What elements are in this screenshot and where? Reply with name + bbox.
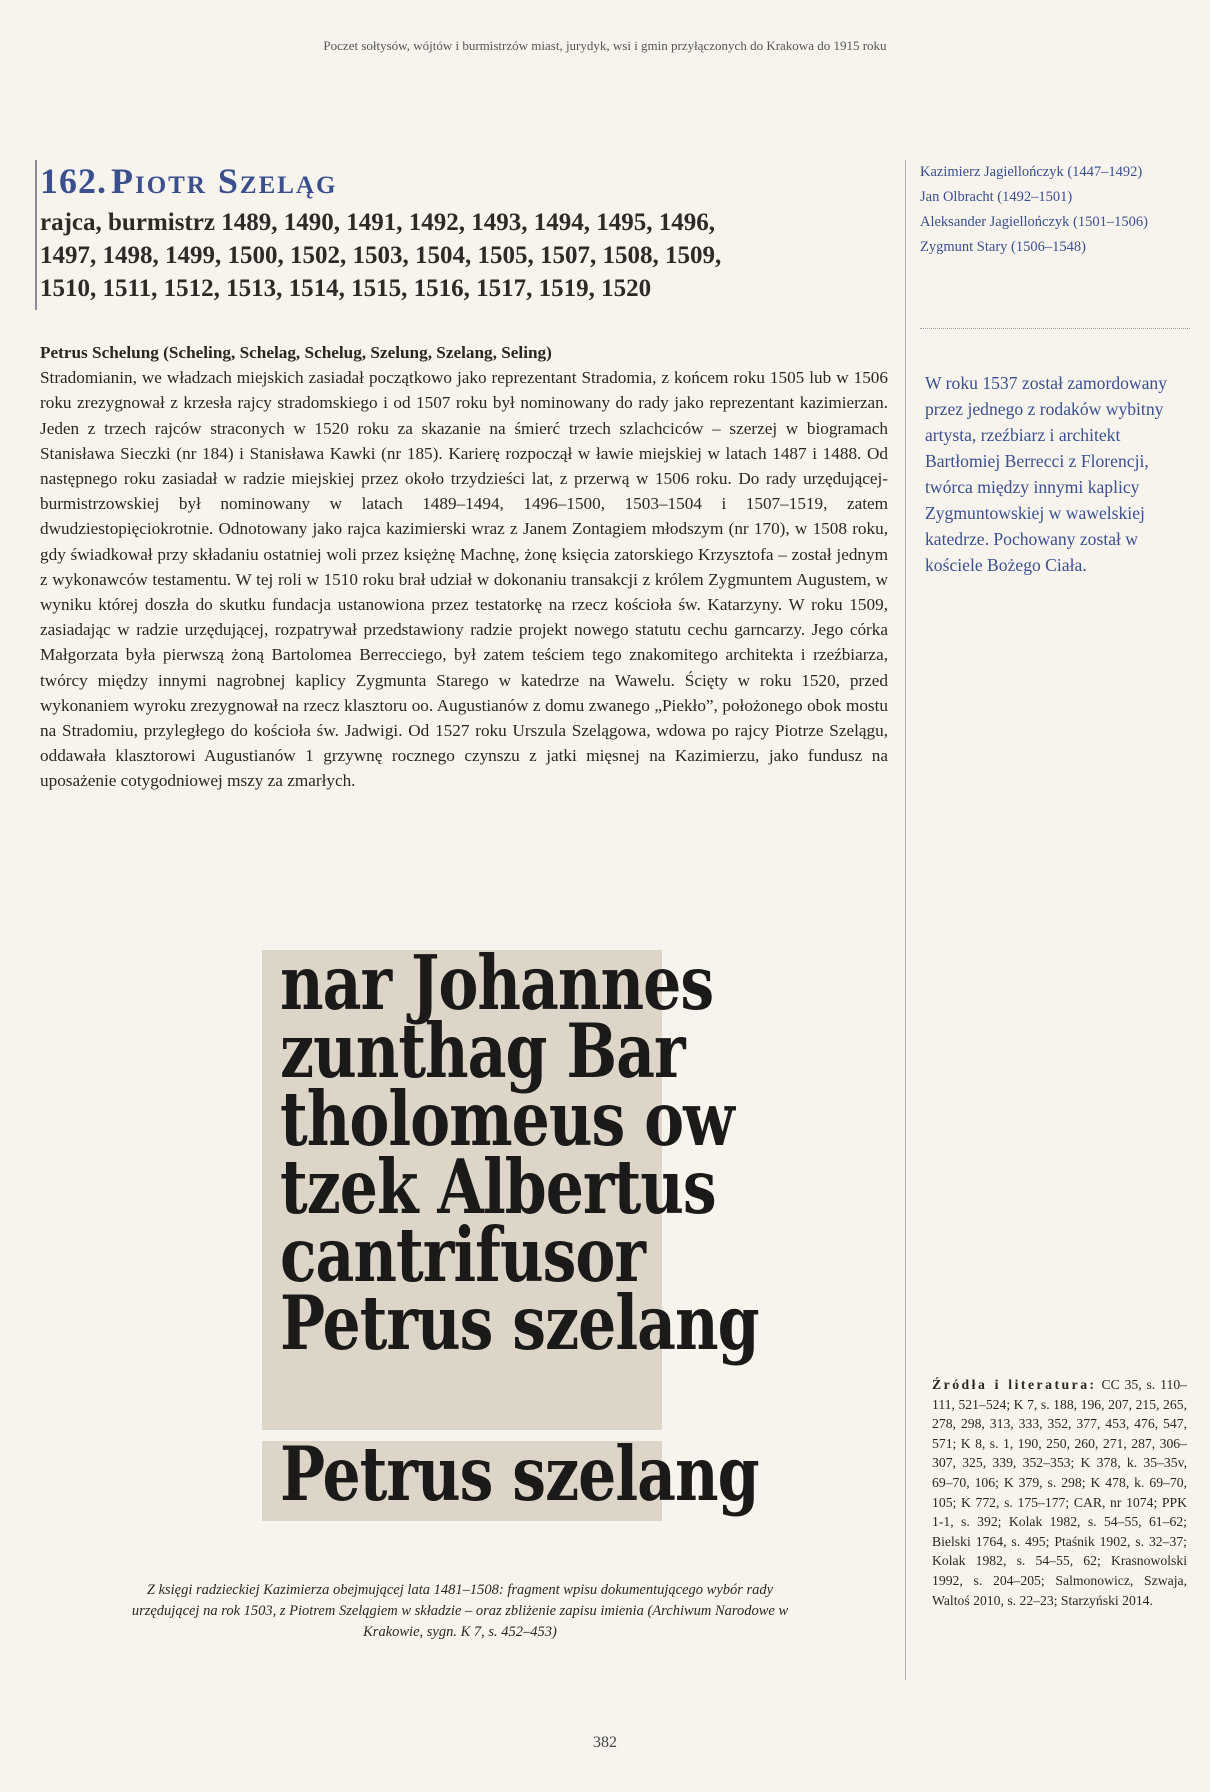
dotted-separator <box>920 328 1190 329</box>
manuscript-line: tzek Albertus <box>280 1144 716 1232</box>
ruler-item: Aleksander Jagiellończyk (1501–1506) <box>920 214 1148 230</box>
sources-text: CC 35, s. 110–111, 521–524; K 7, s. 188, 196, 207, 215, 265, 278, 298, 313, 333, 352, 377, 453, 476, 547, 571; K 8, s. 1, 190, 250, 260, 271, 287, 306–307, 325, 339, 352–353; K 378, k. 35–35v, 69–70, 106; K 379, s. 298; K 478, k. 69–70, 105; K 772, s. 175–177; CAR, nr 1074; PPK 1-1, s. 392; Kolak 1982, s. 54–55, 61–62; Bielski 1764, s. 495; Ptaśnik 1902, s. 32–37; Kolak 1982, s. 54–55, 62; Krasnowolski 1992, s. 204–205; Salmonowicz, Szwaja, Waltoś 2010, s. 22–23; Starzyński 2014. <box>932 1377 1188 1608</box>
role-line: 1510, 1511, 1512, 1513, 1514, 1515, 1516, 1517, 1519, 1520 <box>40 275 652 302</box>
entry-role <box>40 206 890 305</box>
manuscript-line: Petrus szelang <box>280 1280 759 1368</box>
manuscript-line: nar Johannes <box>280 940 714 1028</box>
figure-caption: Z księgi radzieckiej Kazimierza obejmującej lata 1481–1508: fragment wpisu dokumentującego wybór rady urzędującej na rok 1503, z Piotrem Szelągiem w składzie – oraz zbliżenie zapisu imienia (Archiwum Narodowe w Krakowie, sygn. K 7, s. 452–453) <box>131 1582 789 1640</box>
manuscript-line: cantrifusor <box>280 1212 645 1300</box>
name-variants: Petrus Schelung (Scheling, Schelag, Schelug, Szelung, Szelang, Seling) <box>40 343 552 362</box>
manuscript-fragment-image <box>262 940 759 1430</box>
manuscript-line: tholomeus ow <box>280 1076 734 1164</box>
sources-block <box>932 1375 1187 1610</box>
ruler-item: Kazimierz Jagiellończyk (1447–1492) <box>920 164 1143 180</box>
role-line: 1497, 1498, 1499, 1500, 1502, 1503, 1504, 1505, 1507, 1508, 1509, <box>40 242 722 269</box>
biography-text <box>40 340 888 794</box>
side-note: W roku 1537 został zamordowany przez jednego z rodaków wybitny artysta, rzeźbiarz i architekt Bartłomiej Berrecci z Florencji, twórca między innymi kaplicy Zygmuntowskiej w wawelskiej katedrze. Pochowany został w kościele Bożego Ciała. <box>925 373 1168 575</box>
entry-name: Piotr Szeląg <box>111 161 338 201</box>
column-divider <box>905 160 906 1680</box>
running-header: Poczet sołtysów, wójtów i burmistrzów miast, jurydyk, wsi i gmin przyłączonych do Krakowa do 1915 roku <box>323 38 887 53</box>
entry-heading <box>40 160 890 305</box>
page-number: 382 <box>593 1734 617 1751</box>
ruler-item: Jan Olbracht (1492–1501) <box>920 189 1073 205</box>
rulers-list <box>920 160 1190 260</box>
entry-number: 162. <box>40 161 107 201</box>
manuscript-line: zunthag Bar <box>280 1008 685 1096</box>
manuscript-figure <box>262 940 759 1521</box>
biography-body: Stradomianin, we władzach miejskich zasiadał początkowo jako reprezentant Stradomia, z końcem roku 1505 lub w 1506 roku zrezygnował z krzesła rajcy stradomskiego i od 1507 roku był nominowany do rady jako reprezentant kazimierzan. Jeden z trzech rajców straconych w 1520 roku za skazanie na śmierć trzech szlachciców – szerzej w biogramach Stanisława Sieczki (nr 184) i Stanisława Kawki (nr 185). Karierę rozpoczął w ławie miejskiej w latach 1487 i 1488. Od następnego roku zasiadał w radzie miejskiej przez około trzydzieści lat, z przerwą w 1506 roku. Do rady urzędującej-burmistrzowskiej był nominowany w latach 1489–1494, 1496–1500, 1503–1504 i 1507–1519, zatem dwudziestopięciokrotnie. Odnotowany jako rajca kazimierski wraz z Janem Zontagiem młodszym (nr 170), w 1508 roku, gdy świadkował przy składaniu ostatniej woli przez księżnę Machnę, żonę księcia zatorskiego Krzysztofa – został jednym z wykonawców testamentu. W tej roli w 1510 roku brał udział w dokonaniu transakcji z królem Zygmuntem Augustem, w wyniku której doszła do skutku fundacja ustanowiona przez testatorkę na rzecz kościoła św. Katarzyny. W roku 1509, zasiadając w radzie urzędującej, rozpatrywał przedstawiony radzie projekt nowego statutu cechu garncarzy. Jego córka Małgorzata była pierwszą żoną Bartolomea Berrecciego, był zatem teściem tego znakomitego architekta i rzeźbiarza, twórcy między innymi nagrobnej kaplicy Zygmunta Starego w katedrze na Wawelu. Ścięty w roku 1520, przed wykonaniem wyroku zrezygnował na rzecz klasztoru oo. Augustianów z domu zwanego „Piekło”, położonego obok mostu na Stradomiu, przyległego do kościoła św. Jadwigi. Od 1527 roku Urszula Szelągowa, wdowa po rajcy Piotrze Szelągu, oddawała klasztorowi Augustianów 1 grzywnę rocznego czynszu z jatki mięsnej na Kazimierzu, jako fundusz na uposażenie cotygodniowej mszy za zmarłych. <box>40 368 888 791</box>
left-accent-rule <box>35 160 37 310</box>
ruler-item: Zygmunt Stary (1506–1548) <box>920 239 1086 255</box>
sources-title: Źródła i literatura: <box>932 1377 1097 1392</box>
manuscript-zoom-line: Petrus szelang <box>280 1431 759 1519</box>
manuscript-zoom-image <box>262 1431 759 1521</box>
role-line: rajca, burmistrz 1489, 1490, 1491, 1492, 1493, 1494, 1495, 1496, <box>40 209 715 236</box>
